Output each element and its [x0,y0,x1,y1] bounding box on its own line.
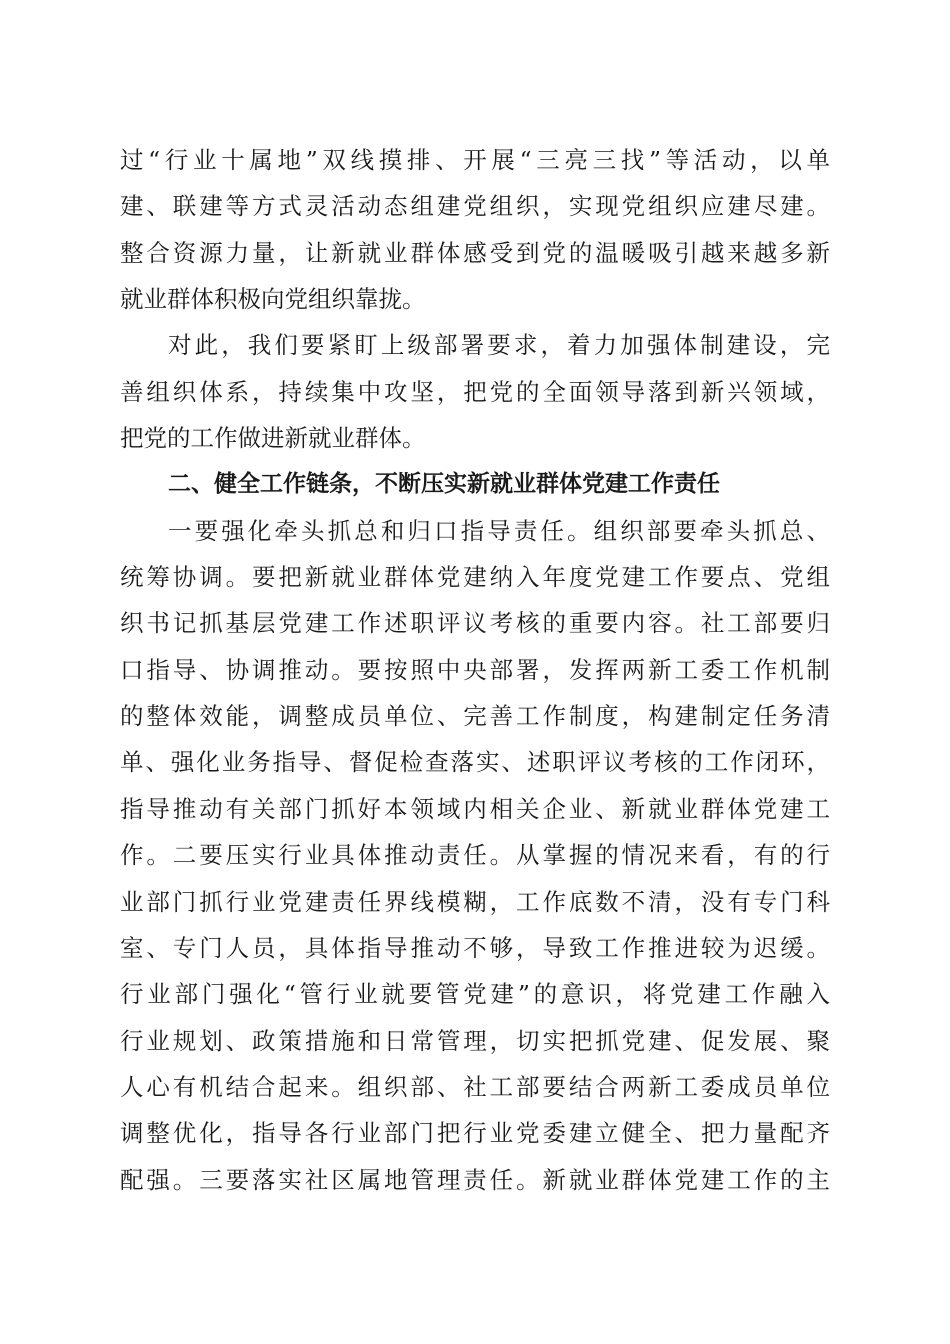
text-line: 就业群体积极向党组织靠拢。 [120,285,426,314]
text-line: 配强。三要落实社区属地管理责任。新就业群体党建工作的主 [120,1165,830,1194]
text-line: 善组织体系，持续集中攻坚，把党的全面领导落到新兴领域， [120,377,830,406]
text-line: 口指导、协调推动。要按照中央部署，发挥两新工委工作机制 [120,655,830,684]
text-line: 指导推动有关部门抓好本领域内相关企业、新就业群体党建工 [120,794,830,823]
text-line: 行业部门强化“管行业就要管党建”的意识，将党建工作融入 [120,980,830,1009]
text-line: 的整体效能，调整成员单位、完善工作制度，构建制定任务清 [120,702,830,731]
text-line: 建、联建等方式灵活动态组建党组织，实现党组织应建尽建。 [120,192,830,221]
text-line: 整合资源力量，让新就业群体感受到党的温暖吸引越来越多新 [120,238,830,267]
paragraph-first-line: 一要强化牵头抓总和归口指导责任。组织部要牵头抓总、 [168,516,830,545]
section-heading: 二、健全工作链条，不断压实新就业群体党建工作责任 [168,471,720,498]
document-body [120,137,830,1203]
text-line: 作。二要压实行业具体推动责任。从掌握的情况来看，有的行 [120,841,830,870]
paragraph-first-line: 对此，我们要紧盯上级部署要求，着力加强体制建设，完 [168,331,830,360]
text-line: 人心有机结合起来。组织部、社工部要结合两新工委成员单位 [120,1072,830,1101]
text-line: 业部门抓行业党建责任界线模糊，工作底数不清，没有专门科 [120,887,830,916]
text-line: 统筹协调。要把新就业群体党建纳入年度党建工作要点、党组 [120,563,830,592]
text-line: 过“行业十属地”双线摸排、开展“三亮三找”等活动，以单 [120,146,830,174]
text-line: 室、专门人员，具体指导推动不够，导致工作推进较为迟缓。 [120,933,830,962]
text-line: 把党的工作做进新就业群体。 [120,424,426,453]
text-line: 行业规划、政策措施和日常管理，切实把抓党建、促发展、聚 [120,1026,830,1055]
text-line: 织书记抓基层党建工作述职评议考核的重要内容。社工部要归 [120,609,830,638]
text-line: 单、强化业务指导、督促检查落实、述职评议考核的工作闭环， [120,748,830,777]
text-line: 调整优化，指导各行业部门把行业党委建立健全、把力量配齐 [120,1119,830,1148]
